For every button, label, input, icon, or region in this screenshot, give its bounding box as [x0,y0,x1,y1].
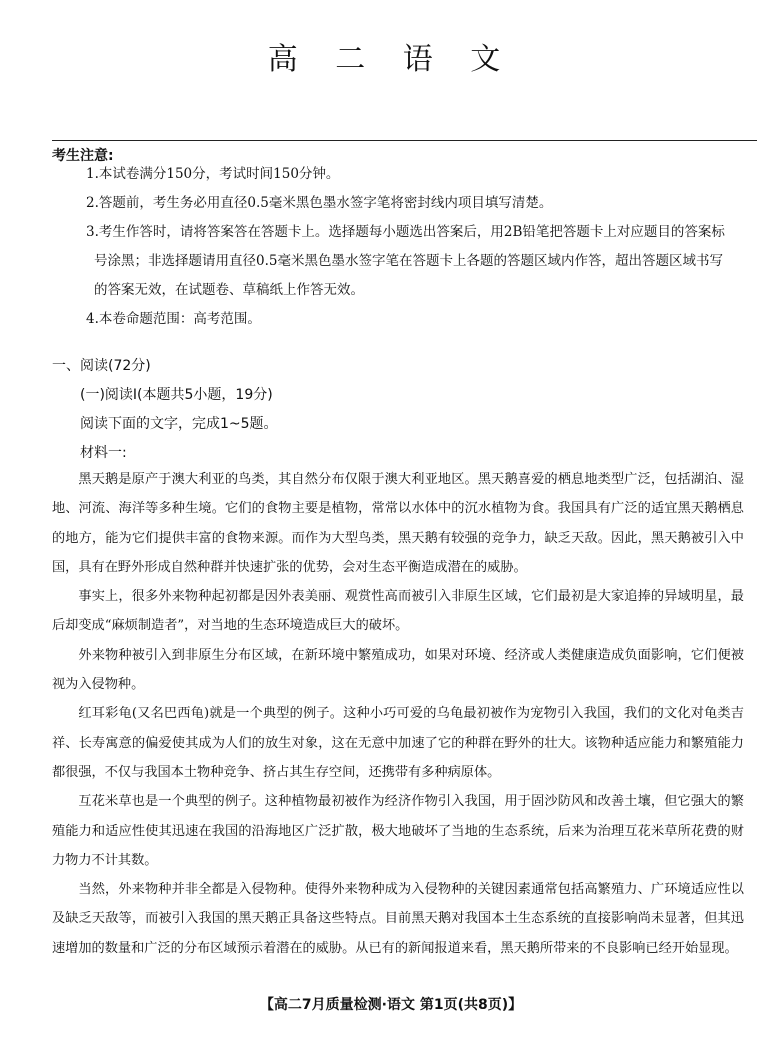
page-title: 高 二 语 文 [267,42,515,77]
notice-heading: 考生注意: [52,148,114,164]
page-footer: 【高二7月质量检测·语文 第1页(共8页)】 [259,997,523,1013]
paragraph: 事实上，很多外来物种起初都是因外表美丽、观赏性高而被引入非原生区域，它们最初是大家追捧的异域明星，最后却变成“麻烦制造者”，对当地的生态环境造成巨大的破坏。 [52,589,744,634]
paragraph: 黑天鹅是原产于澳大利亚的鸟类，其自然分布仅限于澳大利亚地区。黑天鹅喜爱的栖息地类型广泛，包括湖泊、湿地、河流、海洋等多种生境。它们的食物主要是植物，常常以水体中的沉水植物为食。我国具有广泛的适宜黑天鹅栖息的地方，能为它们提供丰富的食物来源。而作为大型鸟类，黑天鹅有较强的竞争力，缺乏天敌。因此，黑天鹅被引入中国，具有在野外形成自然种群并快速扩张的优势，会对生态平衡造成潜在的威胁。 [52,472,744,575]
notice-item-2: 2.答题前，考生务必用直径0.5毫米黑色墨水签字笔将密封线内项目填写清楚。 [86,195,553,211]
passage [52,465,744,963]
instruction: 阅读下面的文字，完成1~5题。 [80,416,278,432]
paragraph: 红耳彩龟(又名巴西龟)就是一个典型的例子。这种小巧可爱的乌龟最初被作为宠物引入我国，我们的文化对龟类吉祥、长寿寓意的偏爱使其成为人们的放生对象，这在无意中加速了它的种群在野外的壮大。该物种适应能力和繁殖能力都很强，不仅与我国本土物种竞争、挤占其生存空间，还携带有多种病原体。 [52,706,744,780]
notice-item-3: 3.考生作答时，请将答案答在答题卡上。选择题每小题选出答案后，用2B铅笔把答题卡上对应题目的答案标 [86,224,725,240]
section-heading: 一、阅读(72分) [52,358,151,374]
sub-heading: (一)阅读Ⅰ(本题共5小题，19分) [80,387,273,403]
paragraph: 当然，外来物种并非全都是入侵物种。使得外来物种成为入侵物种的关键因素通常包括高繁殖力、广环境适应性以及缺乏天敌等，而被引入我国的黑天鹅正具备这些特点。目前黑天鹅对我国本土生态系统的直接影响尚未显著，但其迅速增加的数量和广泛的分布区域预示着潜在的威胁。从已有的新闻报道来看，黑天鹅所带来的不良影响已经开始显现。 [52,882,744,956]
notice-item-3-cont-1: 号涂黑；非选择题请用直径0.5毫米黑色墨水签字笔在答题卡上各题的答题区域内作答，超出答题区域书写 [94,253,723,269]
header-divider [52,140,757,141]
notice-list [52,160,752,334]
notice-item-1: 1.本试卷满分150分，考试时间150分钟。 [86,166,340,182]
notice-item-3-cont-2: 的答案无效，在试题卷、草稿纸上作答无效。 [94,282,364,298]
material-label: 材料一: [80,445,127,461]
paragraph: 外来物种被引入到非原生分布区域，在新环境中繁殖成功，如果对环境、经济或人类健康造成负面影响，它们便被视为入侵物种。 [52,647,744,693]
notice-item-4: 4.本卷命题范围：高考范围。 [86,311,261,327]
paragraph: 互花米草也是一个典型的例子。这种植物最初被作为经济作物引入我国，用于固沙防风和改善土壤，但它强大的繁殖能力和适应性使其迅速在我国的沿海地区广泛扩散，极大地破坏了当地的生态系统，后来为治理互花米草所花费的财力物力不计其数。 [52,794,744,868]
